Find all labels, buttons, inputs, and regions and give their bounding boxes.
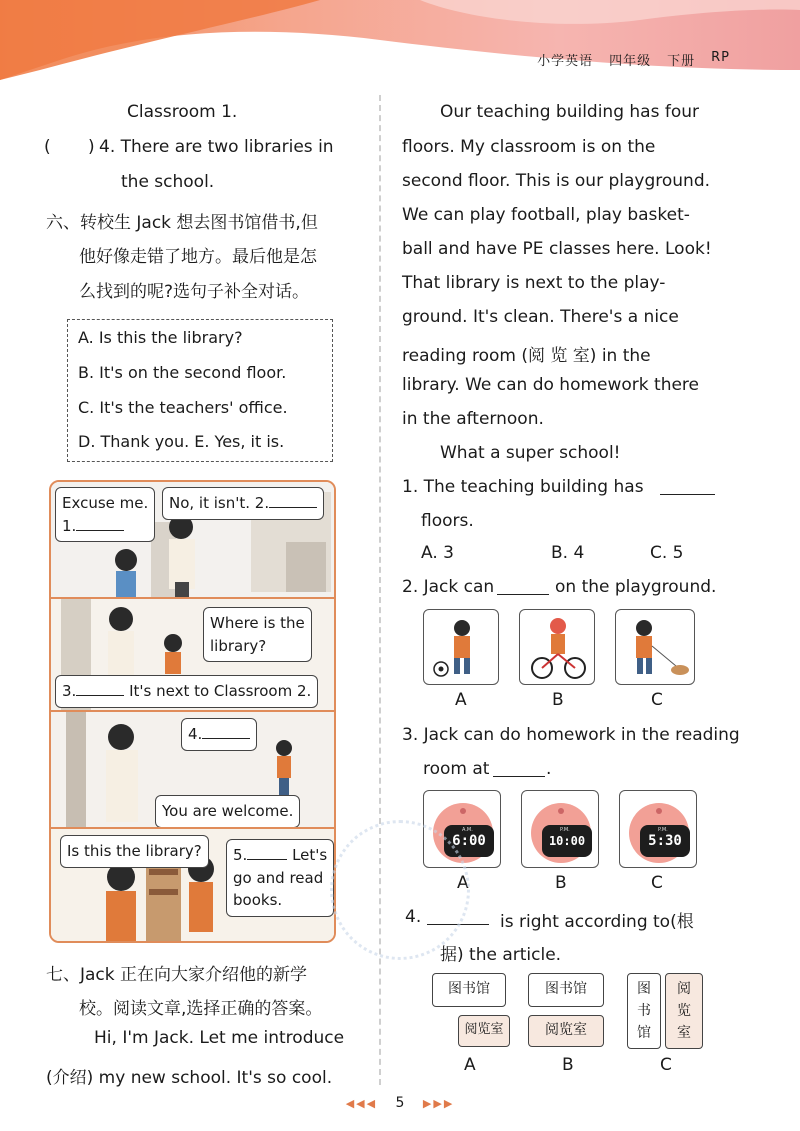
clock-a-ampm: A.M.: [462, 827, 473, 833]
sign-a-library: 图书馆: [432, 973, 506, 1007]
q3-text-pre: room at: [423, 759, 490, 779]
section6-title: 六、转校生 Jack 想去图书馆借书,但: [46, 213, 318, 233]
passage-closing: What a super school!: [440, 443, 621, 463]
blank-5[interactable]: [247, 846, 287, 860]
option-d-e: D. Thank you. E. Yes, it is.: [78, 432, 285, 451]
q3-label-a: A: [457, 873, 469, 893]
blank-4[interactable]: [202, 725, 250, 739]
sign-c-reading-room: 阅 览 室: [665, 973, 703, 1049]
page-header: [0, 0, 800, 80]
watermark-stamp: [330, 820, 470, 960]
option-c: C. It's the teachers' office.: [78, 398, 288, 417]
bubble-4: 4.: [181, 718, 257, 751]
section7-line2: 校。阅读文章,选择正确的答案。: [79, 999, 323, 1019]
q2-blank[interactable]: [497, 581, 549, 595]
sign-a-reading-room: 阅览室: [458, 1015, 510, 1047]
passage-right-2: floors. My classroom is on the: [402, 137, 656, 157]
q2-label-c: C: [651, 690, 663, 710]
passage-right-8: reading room (阅 览 室) in the: [402, 346, 651, 366]
passage-right-10: in the afternoon.: [402, 409, 544, 429]
bike-icon: [520, 610, 596, 686]
footer-left-arrows: ◀◀◀: [345, 1097, 378, 1110]
blank-3[interactable]: [76, 682, 124, 696]
header-subject: 小学英语: [537, 54, 594, 69]
bubble-is-this-library: Is this the library?: [60, 835, 209, 868]
q4r-text-pre: 4.: [405, 907, 422, 927]
comic-panel-4: [51, 829, 334, 943]
q3-blank[interactable]: [493, 763, 545, 777]
header-volume: 下册: [667, 54, 696, 69]
sign-b-reading-room: 阅览室: [528, 1015, 604, 1047]
q1-blank[interactable]: [660, 481, 715, 495]
q4r-label-b: B: [562, 1055, 574, 1075]
page-footer: [0, 1095, 800, 1111]
comic-strip: [49, 480, 336, 943]
q2-picture-b-bike: [519, 609, 595, 685]
q4-text-cont: the school.: [121, 172, 215, 192]
q4-paren-open: (: [44, 137, 51, 157]
blank-2[interactable]: [269, 494, 317, 508]
clock-c: [619, 790, 697, 868]
passage-right-5: ball and have PE classes here. Look!: [402, 239, 712, 259]
page-number: 5: [395, 1095, 405, 1111]
footer-right-arrows: ▶▶▶: [422, 1097, 455, 1110]
blank-1[interactable]: [76, 517, 124, 531]
comic-panel-1: [51, 482, 334, 599]
q4r-text-post: is right according to(根: [500, 912, 694, 932]
q3-text-post: .: [546, 759, 552, 779]
comic-panel-3: [51, 712, 334, 829]
header-edition: RP: [711, 50, 730, 65]
section7-title: 七、Jack 正在向大家介绍他的新学: [46, 965, 308, 985]
bubble-next-to-classroom: 3. It's next to Classroom 2.: [55, 675, 318, 708]
q4r-text-cont: 据) the article.: [440, 945, 562, 965]
option-a: A. Is this the library?: [78, 328, 243, 347]
passage-line-1: Hi, I'm Jack. Let me introduce: [94, 1028, 345, 1048]
q2-label-a: A: [455, 690, 467, 710]
q1-option-c: C. 5: [650, 543, 684, 563]
dog-walking-icon: [616, 610, 696, 686]
q2-label-b: B: [552, 690, 564, 710]
bubble-where-is-library: Where is the library?: [203, 607, 312, 662]
bubble-excuse-me: Excuse me. 1.: [55, 487, 155, 542]
q3-label-c: C: [651, 873, 663, 893]
passage-right-3: second floor. This is our playground.: [402, 171, 711, 191]
passage-right-7: ground. It's clean. There's a nice: [402, 307, 679, 327]
bubble-you-are-welcome: You are welcome.: [155, 795, 300, 828]
section6-line3: 么找到的呢?选句子补全对话。: [79, 282, 310, 302]
passage-right-4: We can play football, play basket-: [402, 205, 690, 225]
sign-b-library: 图书馆: [528, 973, 604, 1007]
options-box: [67, 319, 333, 462]
q1-text-cont: floors.: [421, 511, 474, 531]
passage-right-1: Our teaching building has four: [440, 102, 700, 122]
passage-right-9: library. We can do homework there: [402, 375, 700, 395]
q4r-label-c: C: [660, 1055, 672, 1075]
section6-line2: 他好像走错了地方。最后他是怎: [79, 247, 317, 267]
q2-picture-c-walking-dog: [615, 609, 695, 685]
q1-option-b: B. 4: [551, 543, 585, 563]
option-b: B. It's on the second floor.: [78, 363, 287, 382]
q2-picture-a-football: [423, 609, 499, 685]
football-icon: [424, 610, 500, 686]
q3-label-b: B: [555, 873, 567, 893]
passage-line-2: (介绍) my new school. It's so cool.: [46, 1068, 333, 1088]
q2-text-post: on the playground.: [555, 577, 717, 597]
comic-panel-2: [51, 599, 334, 712]
sign-c-library: 图 书 馆: [627, 973, 661, 1049]
q3-text: 3. Jack can do homework in the reading: [402, 725, 740, 745]
q4-text: 4. There are two libraries in: [99, 137, 334, 157]
carry-line: Classroom 1.: [127, 102, 238, 122]
clock-c-ampm: P.M.: [658, 827, 668, 833]
clock-b: [521, 790, 599, 868]
bubble-lets-go-read: 5. Let's go and read books.: [226, 839, 334, 917]
q1-option-a: A. 3: [421, 543, 454, 563]
clock-b-ampm: P.M.: [560, 827, 570, 833]
q2-text-pre: 2. Jack can: [402, 577, 495, 597]
clock-a-time: 6:00: [444, 825, 494, 857]
q4-paren-close: ): [88, 137, 95, 157]
q4r-label-a: A: [464, 1055, 476, 1075]
clock-b-time: 10:00: [542, 825, 592, 857]
clock-c-time: 5:30: [640, 825, 690, 857]
bubble-no-it-isnt: No, it isn't. 2.: [162, 487, 324, 520]
header-grade: 四年级: [609, 54, 652, 69]
passage-right-6: That library is next to the play-: [402, 273, 666, 293]
q1-text: 1. The teaching building has: [402, 477, 644, 497]
